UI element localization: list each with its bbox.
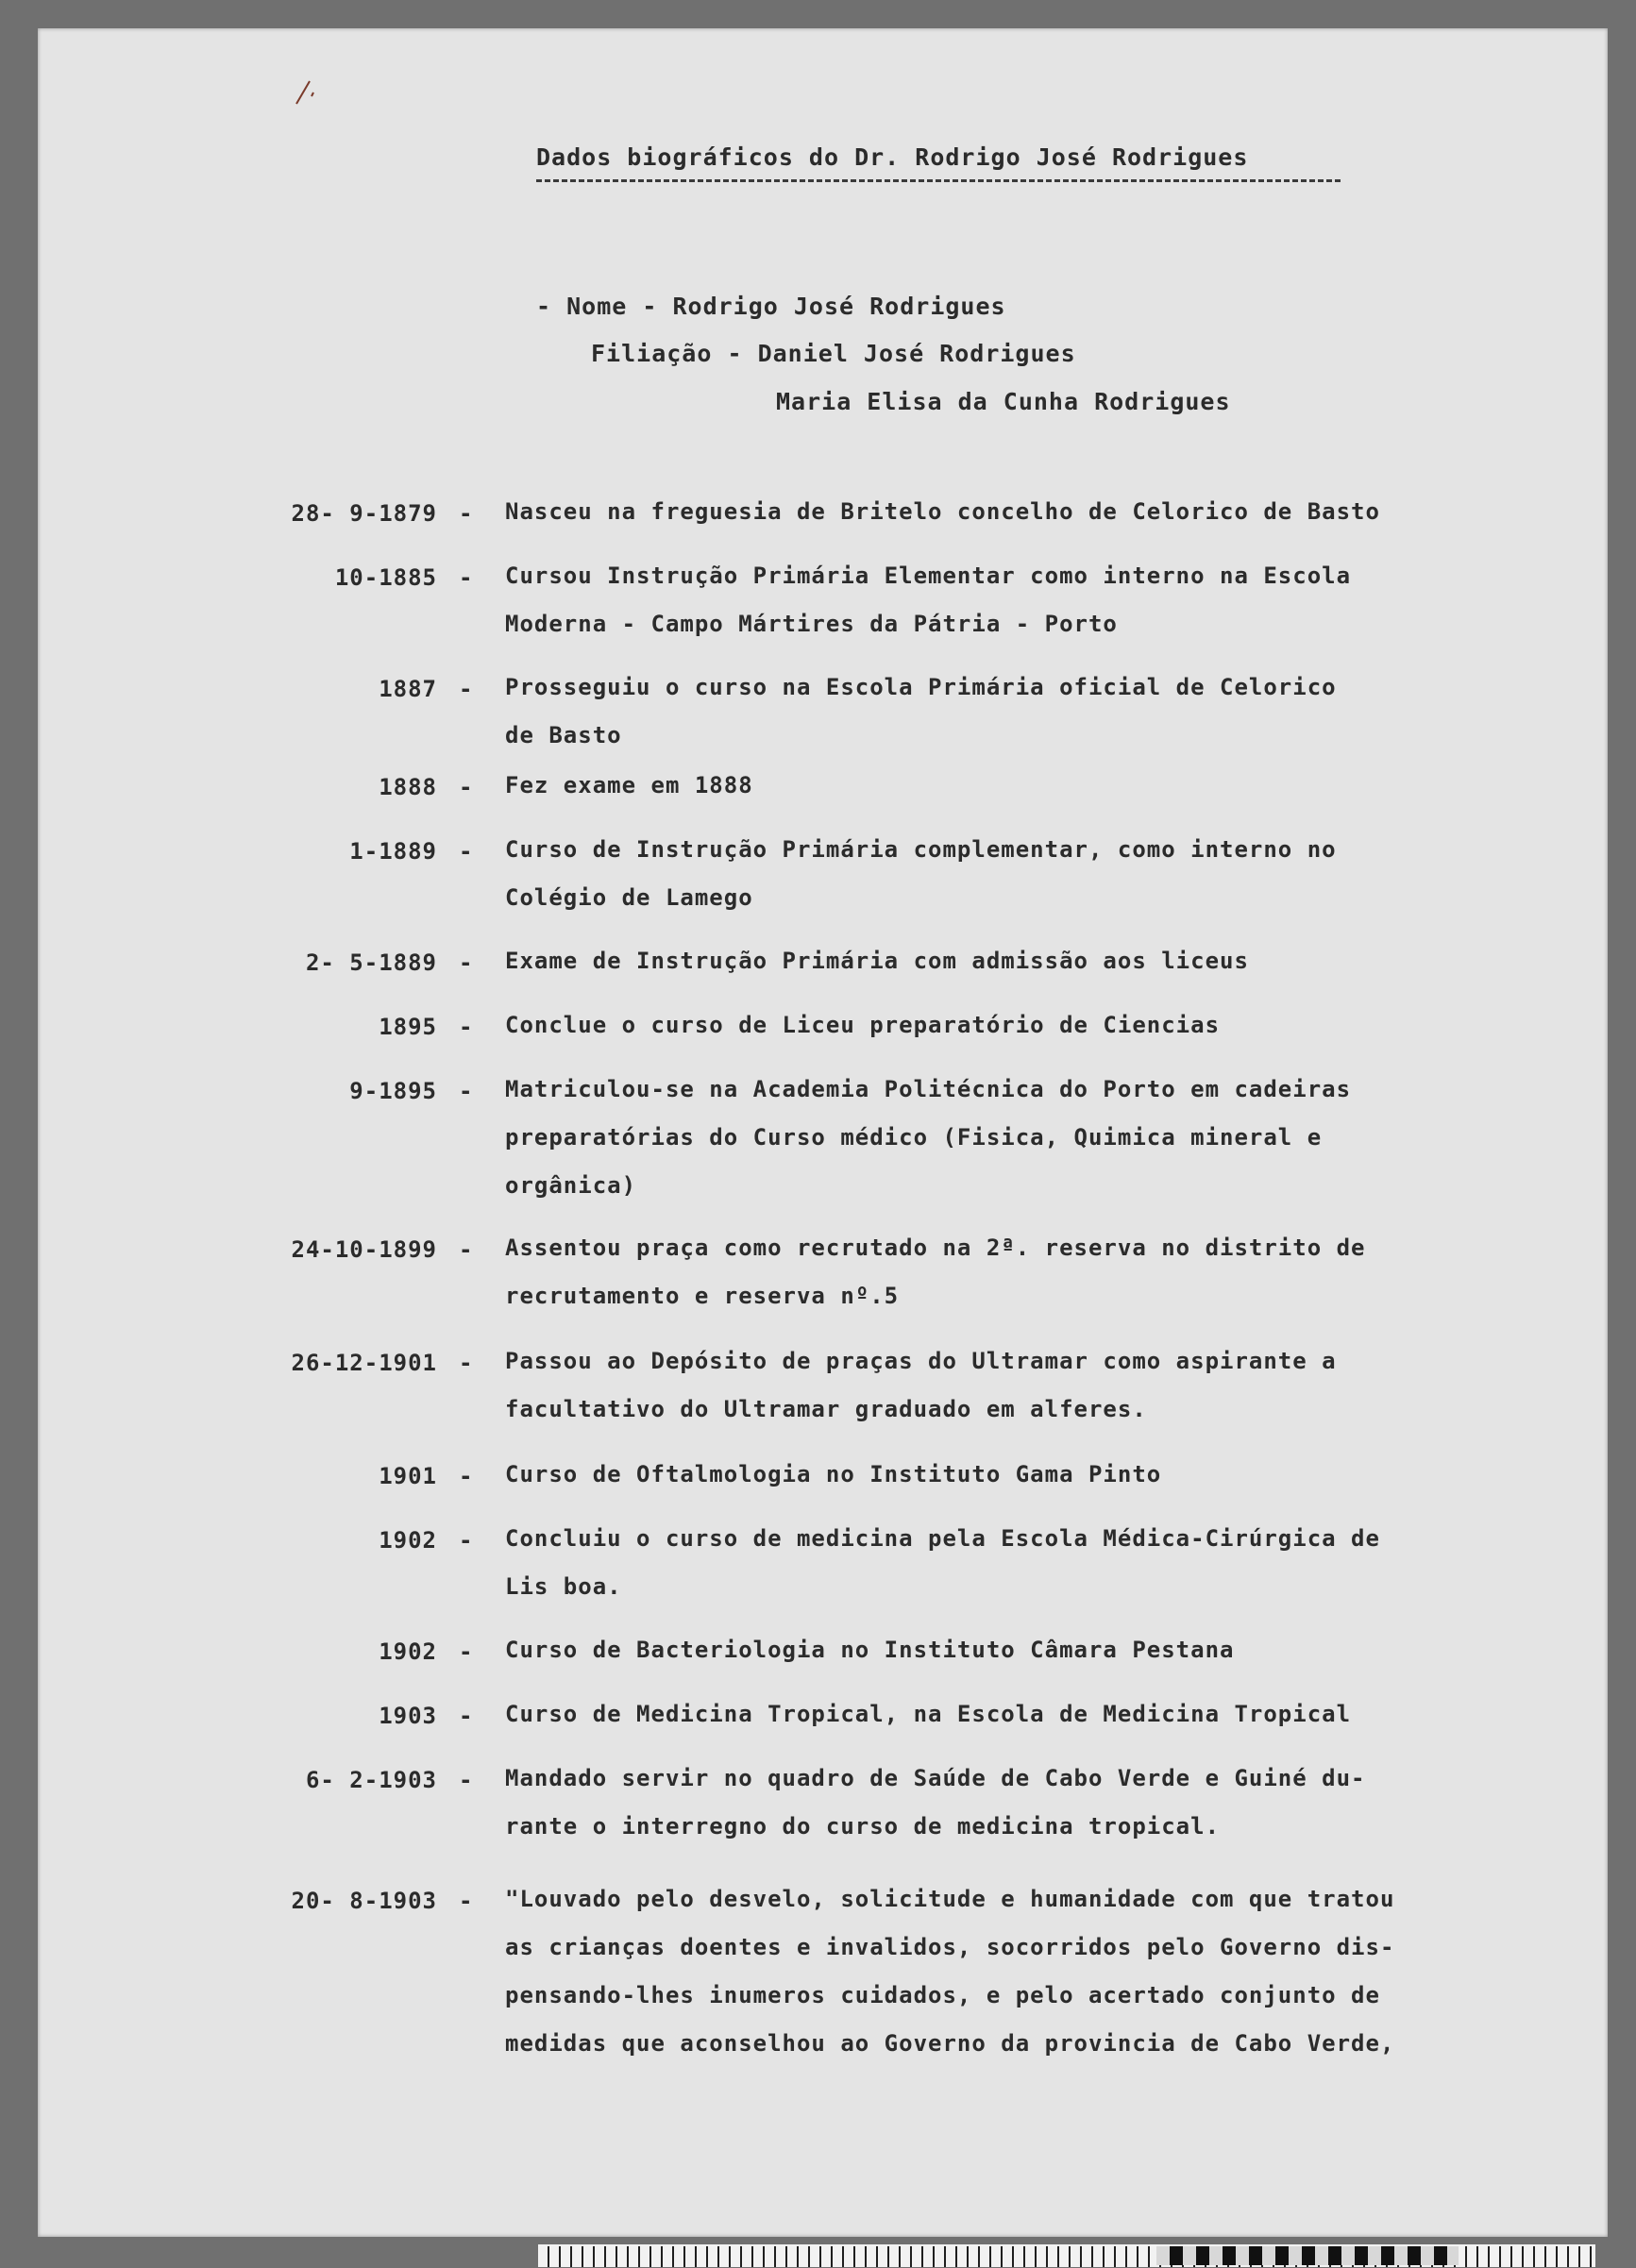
entry-dash: - [459,1236,473,1263]
entry-text: Passou ao Depósito de praças do Ultramar como aspirante a facultativo do Ultramar graduado em alferes. [505,1348,1337,1422]
entry-text: Concluiu o curso de medicina pela Escola Médica-Cirúrgica de Lis boa. [505,1525,1380,1600]
entry-text: Cursou Instrução Primária Elementar como interno na Escola Moderna - Campo Mártires da Pátria - Porto [505,563,1352,637]
name-line: - Nome - Rodrigo José Rodrigues [536,293,1006,320]
page-title: Dados biográficos do Dr. Rodrigo José Rodrigues [536,143,1249,171]
entry-dash: - [459,1527,473,1554]
entry-date: 6- 2-1903 [305,1767,437,1793]
entry-text: Mandado servir no quadro de Saúde de Cabo Verde e Guiné du- rante o interregno do curso de medicina tropical. [505,1765,1366,1840]
entry-dash: - [459,1078,473,1104]
entry-text: Curso de Instrução Primária complementar, como interno no Colégio de Lamego [505,836,1337,911]
entry-date: 1901 [379,1463,437,1489]
entry-dash: - [459,564,473,591]
entry-text: Assentou praça como recrutado na 2ª. reserva no distrito de recrutamento e reserva nº.5 [505,1235,1366,1309]
entry-date: 26-12-1901 [291,1350,437,1376]
entry-date: 1888 [379,774,437,800]
entry-dash: - [459,1350,473,1376]
entry-date: 24-10-1899 [291,1236,437,1263]
entry-text: Prosseguiu o curso na Escola Primária oficial de Celorico de Basto [505,674,1337,748]
entry-text: Fez exame em 1888 [505,772,753,798]
entry-dash: - [459,500,473,527]
entry-dash: - [459,774,473,800]
entry-date: 9-1895 [349,1078,437,1104]
entry-text: Curso de Medicina Tropical, na Escola de Medicina Tropical [505,1701,1352,1727]
entry-text: Matriculou-se na Academia Politécnica do Porto em cadeiras preparatórias do Curso médico (Fisica, Quimica mineral e orgânica) [505,1076,1352,1199]
entry-text: Nasceu na freguesia de Britelo concelho de Celorico de Basto [505,498,1380,525]
entry-text: Curso de Bacteriologia no Instituto Câmara Pestana [505,1637,1235,1663]
entry-date: 28- 9-1879 [291,500,437,527]
entry-date: 1902 [379,1527,437,1554]
entry-dash: - [459,949,473,976]
entry-date: 1-1889 [349,838,437,865]
entry-date: 1903 [379,1703,437,1729]
entry-date: 1895 [379,1014,437,1040]
entry-date: 10-1885 [334,564,437,591]
entry-date: 20- 8-1903 [291,1888,437,1914]
entry-dash: - [459,1703,473,1729]
entry-dash: - [459,1463,473,1489]
entry-dash: - [459,838,473,865]
entry-dash: - [459,1638,473,1665]
entry-dash: - [459,676,473,702]
entry-text: Conclue o curso de Liceu preparatório de Ciencias [505,1012,1221,1038]
filiation-line: Filiação - Daniel José Rodrigues [591,340,1076,367]
scale-ruler-dark-segment [1156,2246,1459,2265]
entry-date: 1887 [379,676,437,702]
entry-text: "Louvado pelo desvelo, solicitude e humanidade com que tratou as crianças doentes e invalidos, socorridos pelo Governo dis- pensando-lhes inumeros cuidados, e pelo acertado conjunto de medidas que aconselhou ao Governo da provincia de Cabo Verde, [505,1886,1395,2057]
entry-date: 2- 5-1889 [305,949,437,976]
entry-date: 1902 [379,1638,437,1665]
entry-dash: - [459,1888,473,1914]
entry-text: Exame de Instrução Primária com admissão aos liceus [505,948,1249,974]
entry-dash: - [459,1014,473,1040]
entry-text: Curso de Oftalmologia no Instituto Gama Pinto [505,1461,1162,1487]
entry-dash: - [459,1767,473,1793]
mother-line: Maria Elisa da Cunha Rodrigues [776,388,1231,415]
